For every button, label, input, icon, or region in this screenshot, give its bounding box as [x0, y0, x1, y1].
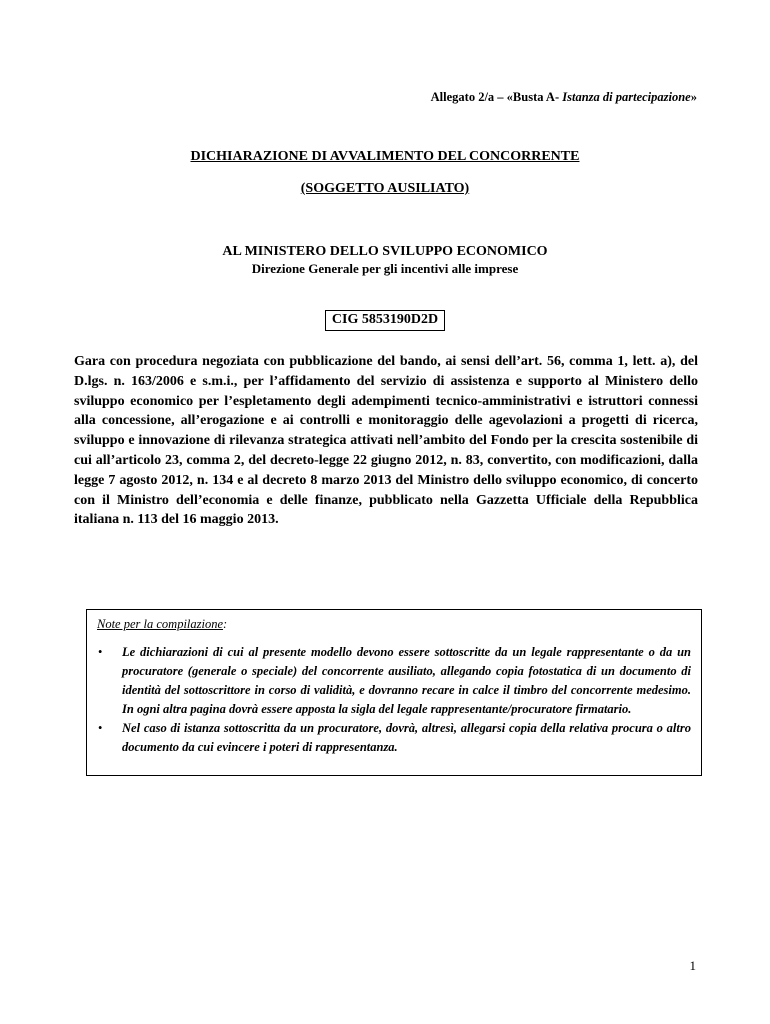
attachment-reference-italic: Istanza di partecipazione [562, 90, 691, 104]
attachment-reference-suffix: » [690, 90, 697, 104]
attachment-reference-prefix: Allegato 2/a – «Busta A- [430, 90, 563, 104]
cig-container [0, 310, 770, 331]
note-text: Le dichiarazioni di cui al presente modello devono essere sottoscritte da un legale rappresentante o da un procuratore (generale o speciale) del concorrente ausiliato, allegando copia fotostatica di un documento di identità del sottoscrittore in corso di validità, e dovranno recare in calce il timbro del concorrente medesimo. In ogni altra pagina dovrà essere apposta la sigla del legale rappresentante/procuratore firmatario. [122, 645, 691, 716]
note-item [97, 719, 691, 757]
notes-title-label: Note per la compilazione [97, 617, 224, 631]
addressee-department: Direzione Generale per gli incentivi alle imprese [251, 261, 519, 276]
document-title: DICHIARAZIONE DI AVVALIMENTO DEL CONCORRENTE [190, 149, 580, 164]
notes-title-colon: : [223, 617, 228, 631]
page-number: 1 [689, 958, 696, 973]
tender-description: Gara con procedura negoziata con pubblicazione del bando, ai sensi dell’art. 56, comma 1, lett. a), del D.lgs. n. 163/2006 e s.m.i., per l’affidamento del servizio di assistenza e supporto al Ministero dello sviluppo economico per l’espletamento degli adempimenti tecnico-amministrativi e istruttori connessi alla concessione, all’erogazione e ai controlli e monitoraggio delle agevolazioni a progetti di ricerca, sviluppo e innovazione di rilevanza strategica attivati nell’ambito del Fondo per la crescita sostenibile di cui all’articolo 23, comma 2, del decreto-legge 22 giugno 2012, n. 83, convertito, con modificazioni, dalla legge 7 agosto 2012, n. 134 e al decreto 8 marzo 2013 del Ministro dello sviluppo economico, di concerto con il Ministro dell’economia e delle finanze, pubblicato nella Gazzetta Ufficiale della Repubblica italiana n. 113 del 16 maggio 2013. [74, 354, 698, 528]
bullet-icon: • [98, 645, 103, 659]
note-item [97, 643, 691, 719]
bullet-icon: • [98, 721, 103, 735]
compilation-notes-box [86, 609, 702, 776]
document-subtitle: (SOGGETTO AUSILIATO) [300, 181, 470, 196]
notes-title [97, 616, 691, 633]
attachment-reference [431, 90, 697, 105]
addressee-name: AL MINISTERO DELLO SVILUPPO ECONOMICO [222, 244, 548, 259]
cig-code-box: CIG 5853190D2D [325, 310, 445, 331]
note-text: Nel caso di istanza sottoscritta da un procuratore, dovrà, altresì, allegarsi copia della relativa procura o altro documento da cui evincere i poteri di rappresentanza. [122, 721, 691, 754]
